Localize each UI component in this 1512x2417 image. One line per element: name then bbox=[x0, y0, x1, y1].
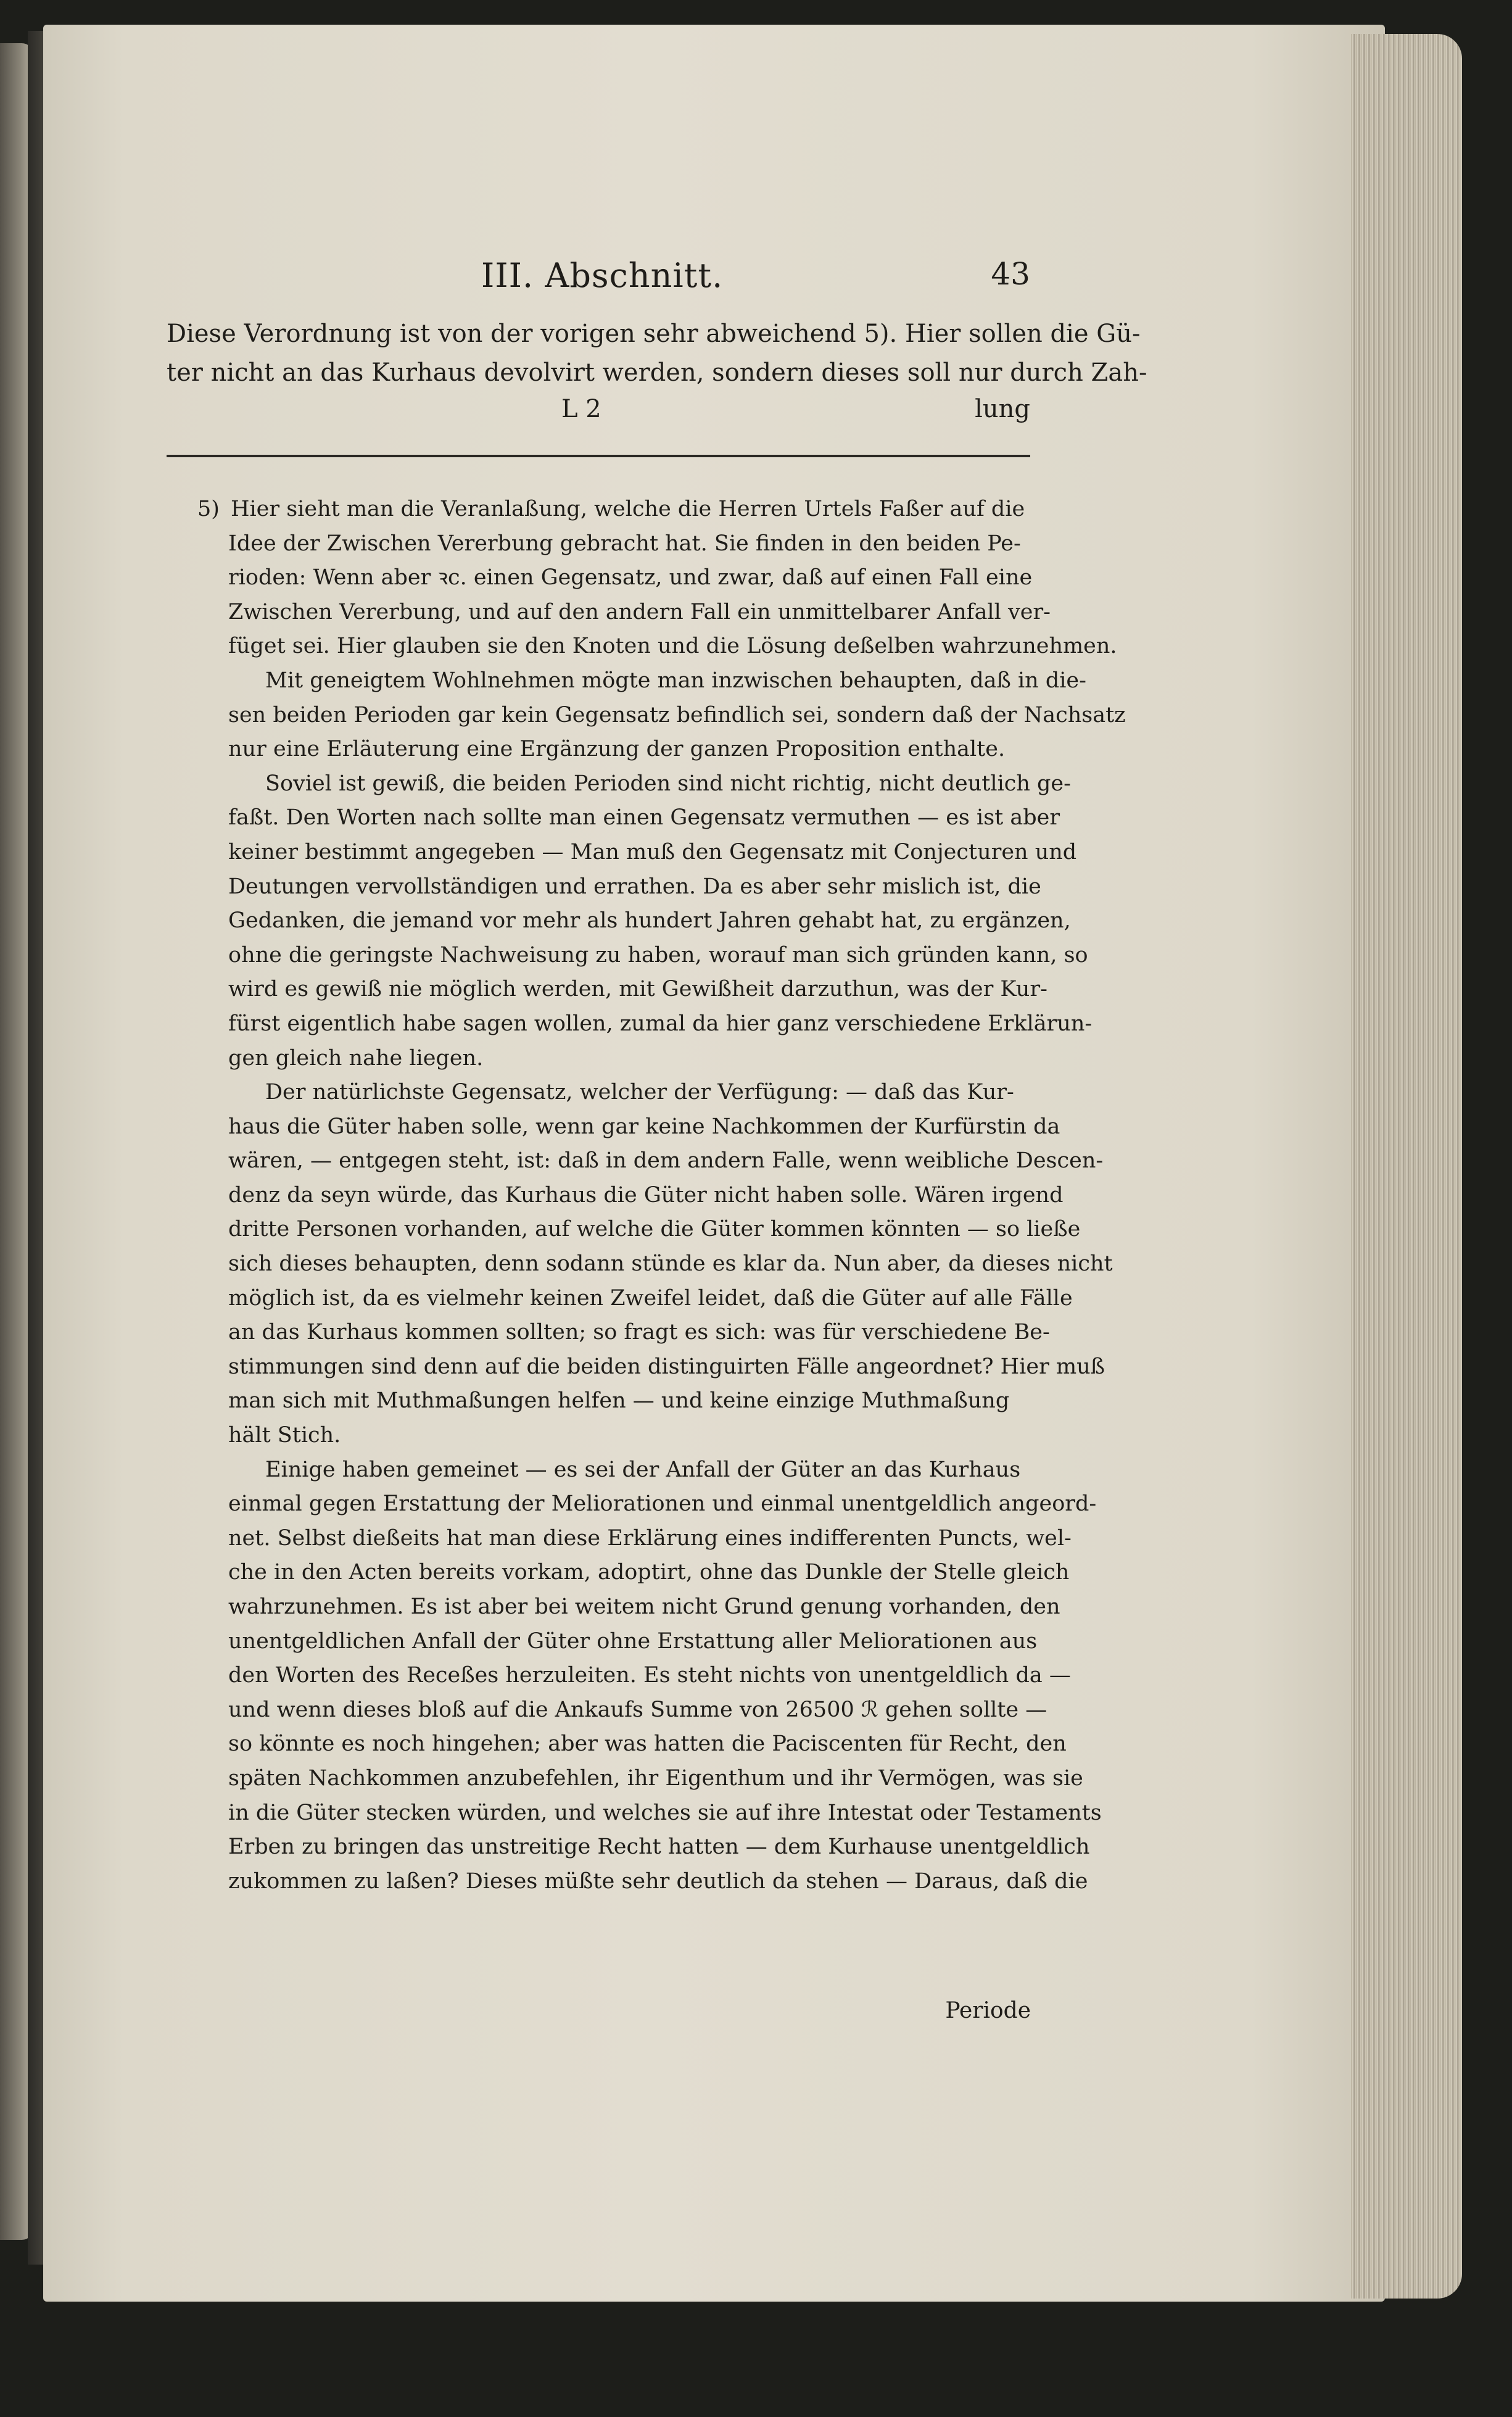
footnote-line: einmal gegen Erstattung der Meliorationen und einmal unentgeldlich angeord- bbox=[228, 1491, 1097, 1517]
footnote-line: unentgeldlichen Anfall der Güter ohne Erstattung aller Meliorationen aus bbox=[228, 1628, 1038, 1654]
footnote-line: gen gleich nahe liegen. bbox=[228, 1045, 484, 1071]
footnote-line: möglich ist, da es vielmehr keinen Zweifel leidet, daß die Güter auf alle Fälle bbox=[228, 1285, 1073, 1311]
footnote-line: sich dieses behaupten, denn sodann stünde es klar da. Nun aber, da dieses nicht bbox=[228, 1251, 1113, 1277]
footnote-line: ohne die geringste Nachweisung zu haben, worauf man sich gründen kann, so bbox=[228, 942, 1088, 968]
footnote-line: faßt. Den Worten nach sollte man einen Gegensatz vermuthen — es ist aber bbox=[228, 805, 1060, 831]
page-signature-row bbox=[167, 395, 1030, 432]
footnote-line-text: Hier sieht man die Veranlaßung, welche die Herren Urtels Faßer auf die bbox=[230, 497, 1025, 521]
footnote-line: denz da seyn würde, das Kurhaus die Güter nicht haben solle. Wären irgend bbox=[228, 1182, 1064, 1208]
footnote-line: späten Nachkommen anzubefehlen, ihr Eigenthum und ihr Vermögen, was sie bbox=[228, 1765, 1083, 1791]
footnote-line: che in den Acten bereits vorkam, adoptirt, ohne das Dunkle der Stelle gleich bbox=[228, 1560, 1070, 1585]
footnote-line bbox=[197, 492, 1030, 527]
footnote-line: net. Selbst dießeits hat man diese Erklärung eines indifferenten Puncts, wel- bbox=[228, 1525, 1072, 1551]
footnote-line: Mit geneigtem Wohlnehmen mögte man inzwischen behaupten, daß in die- bbox=[265, 668, 1086, 693]
footnote-line: hält Stich. bbox=[228, 1423, 341, 1448]
footnote-line: man sich mit Muthmaßungen helfen — und keine einzige Muthmaßung bbox=[228, 1388, 1010, 1414]
footnote-line: stimmungen sind denn auf die beiden distinguirten Fälle angeordnet? Hier muß bbox=[228, 1354, 1105, 1379]
footnote-line: an das Kurhaus kommen sollten; so fragt es sich: was für verschiedene Be- bbox=[228, 1320, 1050, 1345]
footnote-line: fürst eigentlich habe sagen wollen, zumal da hier ganz verschiedene Erklärun- bbox=[228, 1011, 1093, 1036]
footnote-catchword: Periode bbox=[945, 1998, 1031, 2023]
main-text-line: ter nicht an das Kurhaus devolvirt werden, sondern dieses soll nur durch Zah- bbox=[167, 359, 1147, 387]
footnote-line: Einige haben gemeinet — es sei der Anfall der Güter an das Kurhaus bbox=[265, 1457, 1021, 1482]
footnote-line: so könnte es noch hingehen; aber was hatten die Paciscenten für Recht, den bbox=[228, 1731, 1067, 1757]
main-text-line: Diese Verordnung ist von der vorigen sehr abweichend 5). Hier sollen die Gü- bbox=[167, 320, 1141, 348]
page-header bbox=[167, 256, 1030, 302]
footnote bbox=[197, 492, 1126, 1899]
footnote-marker: 5) bbox=[197, 497, 220, 521]
footnote-line: wahrzunehmen. Es ist aber bei weitem nicht Grund genung vorhanden, den bbox=[228, 1594, 1060, 1619]
footnote-line: rioden: Wenn aber ꝛc. einen Gegensatz, und zwar, daß auf einen Fall eine bbox=[228, 565, 1033, 591]
footnote-line: wird es gewiß nie möglich werden, mit Gewißheit darzuthun, was der Kur- bbox=[228, 977, 1047, 1002]
catchword: lung bbox=[975, 395, 1030, 423]
footnote-rule bbox=[167, 455, 1030, 457]
footnote-line: in die Güter stecken würden, und welches sie auf ihre Intestat oder Testaments bbox=[228, 1800, 1102, 1825]
footnote-line: füget sei. Hier glauben sie den Knoten und die Lösung deßelben wahrzunehmen. bbox=[228, 634, 1117, 659]
footnote-line: Deutungen vervollständigen und errathen. Da es aber sehr mislich ist, die bbox=[228, 874, 1041, 899]
running-head: III. Abschnitt. bbox=[481, 256, 724, 295]
footnote-line: sen beiden Perioden gar kein Gegensatz befindlich sei, sondern daß der Nachsatz bbox=[228, 702, 1126, 728]
footnote-line: Erben zu bringen das unstreitige Recht hatten — dem Kurhause unentgeldlich bbox=[228, 1835, 1090, 1860]
footnote-line: Soviel ist gewiß, die beiden Perioden sind nicht richtig, nicht deutlich ge- bbox=[265, 771, 1071, 796]
footnote-line: Idee der Zwischen Vererbung gebracht hat. Sie finden in den beiden Pe- bbox=[228, 531, 1021, 556]
main-text bbox=[167, 315, 1147, 392]
footnote-line: keiner bestimmt angegeben — Man muß den Gegensatz mit Conjecturen und bbox=[228, 839, 1077, 864]
footnote-line: nur eine Erläuterung eine Ergänzung der ganzen Proposition enthalte. bbox=[228, 737, 1006, 762]
footnote-line: wären, — entgegen steht, ist: daß in dem andern Falle, wenn weibliche Descen- bbox=[228, 1148, 1104, 1174]
signature-mark: L 2 bbox=[561, 395, 601, 423]
footnote-line: Gedanken, die jemand vor mehr als hundert Jahren gehabt hat, zu ergänzen, bbox=[228, 908, 1071, 934]
footnote-line: dritte Personen vorhanden, auf welche die Güter kommen könnten — so ließe bbox=[228, 1217, 1081, 1242]
footnote-line: zukommen zu laßen? Dieses müßte sehr deutlich da stehen — Daraus, daß die bbox=[228, 1868, 1088, 1894]
footnote-line: Zwischen Vererbung, und auf den andern Fall ein unmittelbarer Anfall ver- bbox=[228, 599, 1051, 624]
footnote-line: und wenn dieses bloß auf die Ankaufs Summe von 26500 ℛ gehen sollte — bbox=[228, 1697, 1047, 1722]
page-number: 43 bbox=[991, 256, 1030, 292]
footnote-line: haus die Güter haben solle, wenn gar keine Nachkommen der Kurfürstin da bbox=[228, 1114, 1060, 1139]
footnote-line: Der natürlichste Gegensatz, welcher der Verfügung: — daß das Kur- bbox=[265, 1080, 1014, 1105]
footnote-line: den Worten des Receßes herzuleiten. Es steht nichts von unentgeldlich da — bbox=[228, 1663, 1071, 1688]
